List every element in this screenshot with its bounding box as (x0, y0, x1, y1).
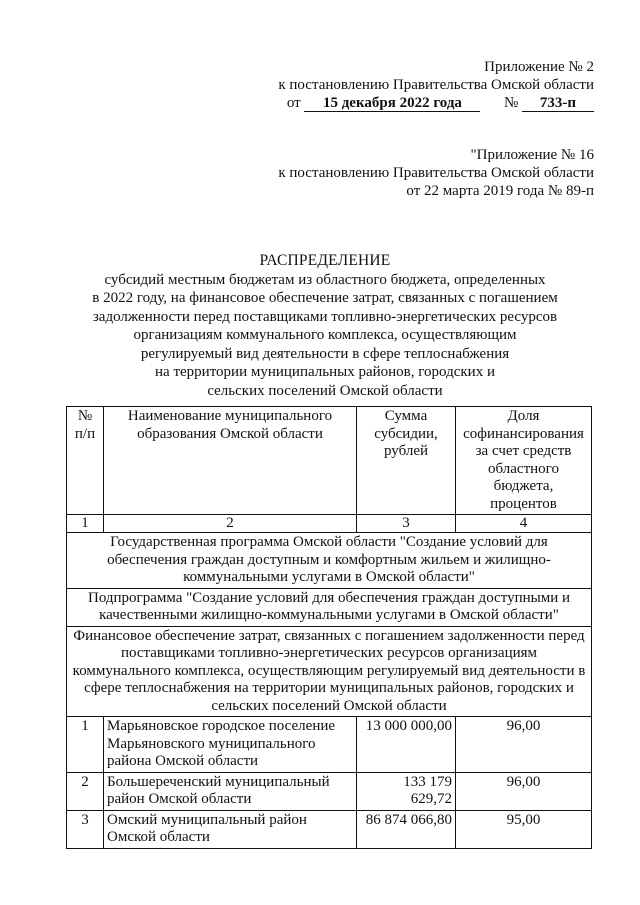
purpose-row (67, 626, 592, 717)
table-row (67, 717, 592, 773)
header-share: Доля софинансирования за счет средств областного бюджета, процентов (456, 407, 592, 515)
title-line: задолженности перед поставщиками топливно-энергетических ресурсов (92, 308, 558, 325)
header-sum: Сумма субсидии, рублей (357, 407, 456, 515)
previous-appendix-block (278, 146, 594, 200)
title-line: регулируемый вид деятельности в сфере теплоснабжения (140, 345, 510, 362)
prev-appendix-date: от 22 марта 2019 года № 89-п (406, 183, 594, 199)
row-share: 95,00 (456, 810, 592, 848)
program-row (67, 533, 592, 589)
appendix-resolution: к постановлению Правительства Омской области (278, 77, 594, 93)
table-header-row (67, 407, 592, 515)
row-municipality: Большереченский муниципальный район Омской области (104, 772, 357, 810)
appendix-block (278, 58, 594, 112)
row-share: 96,00 (456, 772, 592, 810)
row-sum: 13 000 000,00 (357, 717, 456, 773)
column-number-row (67, 515, 592, 533)
resolution-date: 15 декабря 2022 года (304, 95, 480, 112)
row-number: 1 (67, 717, 104, 773)
prev-appendix-resolution: к постановлению Правительства Омской области (278, 165, 594, 181)
prev-appendix-number: "Приложение № 16 (470, 147, 594, 163)
row-sum: 133 179 629,72 (357, 772, 456, 810)
column-number: 4 (456, 515, 592, 533)
row-municipality: Омский муниципальный район Омской области (104, 810, 357, 848)
title-line: на территории муниципальных районов, городских и (155, 364, 495, 380)
table-row (67, 810, 592, 848)
column-number: 1 (67, 515, 104, 533)
row-municipality: Марьяновское городское поселение Марьяновского муниципального района Омской области (104, 717, 357, 773)
title-line: субсидий местным бюджетам из областного бюджета, определенных (104, 271, 546, 288)
column-number: 3 (357, 515, 456, 533)
title-line: в 2022 году, на финансовое обеспечение затрат, связанных с погашением (92, 290, 558, 306)
title-line: сельских поселений Омской области (207, 382, 443, 399)
program-text: Государственная программа Омской области "Создание условий для обеспечения граждан доступным и комфортным жильем и жилищно-коммунальными услугами в Омской области" (67, 533, 592, 589)
subprogram-row (67, 588, 592, 626)
distribution-table (66, 406, 592, 849)
row-number: 2 (67, 772, 104, 810)
title-heading: РАСПРЕДЕЛЕНИЕ (259, 252, 391, 269)
resolution-number: 733-п (522, 95, 594, 112)
row-sum: 86 874 066,80 (357, 810, 456, 848)
subprogram-text: Подпрограмма "Создание условий для обеспечения граждан доступными и качественными жилищно-коммунальными услугами в Омской области" (67, 588, 592, 626)
purpose-text: Финансовое обеспечение затрат, связанных с погашением задолженности перед поставщиками топливно-энергетических ресурсов организациям коммунального комплекса, осуществляющим регулируемый вид деятельности в сфере теплоснабжения на территории муниципальных районов, городских и сельских поселений Омской области (67, 626, 592, 717)
header-municipality: Наименование муниципального образования Омской области (104, 407, 357, 515)
appendix-number: Приложение № 2 (484, 59, 594, 75)
title-line: организациям коммунального комплекса, осуществляющим (133, 327, 517, 343)
table-row (67, 772, 592, 810)
header-number: № п/п (67, 407, 104, 515)
row-number: 3 (67, 810, 104, 848)
number-label: № (503, 95, 519, 111)
appendix-date-line (278, 94, 594, 112)
column-number: 2 (104, 515, 357, 533)
row-share: 96,00 (456, 717, 592, 773)
from-label: от (286, 95, 301, 111)
document-title (60, 252, 590, 400)
